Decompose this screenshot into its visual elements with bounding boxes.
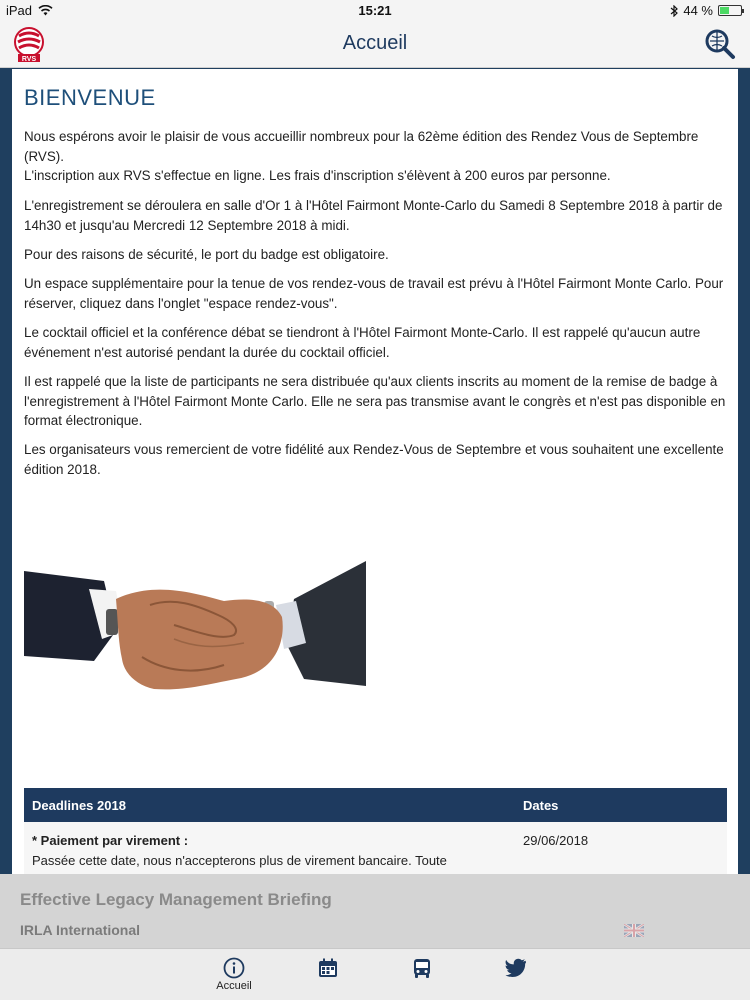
tab-home[interactable] (214, 957, 254, 997)
paragraph-security: Pour des raisons de sécurité, le port du badge est obligatoire. (24, 247, 389, 262)
bus-icon (411, 957, 433, 979)
table-row (24, 822, 727, 874)
uk-flag-icon[interactable] (624, 924, 644, 937)
tab-calendar[interactable] (308, 957, 348, 997)
bluetooth-icon (670, 5, 678, 17)
deadline-description: Passée cette date, nous n'accepterons plus de virement bancaire. Toute (32, 853, 447, 868)
paragraph-intro: Nous espérons avoir le plaisir de vous accueillir nombreux pour la 62ème édition des Rendez Vous de Septembre (RVS). L'inscription aux RVS s'effectue en ligne. Les frais d'inscription s'élèvent à 200 euros par personne. (24, 129, 699, 183)
deadline-date: 29/06/2018 (523, 833, 589, 848)
deadlines-column-date: Dates (523, 798, 559, 813)
paragraph-thanks: Les organisateurs vous remercient de votre fidélité aux Rendez-Vous de Septembre et vous souhaitent une excellente édition 2018. (24, 442, 724, 477)
status-bar (0, 0, 750, 20)
nav-bar (0, 20, 750, 68)
deadlines-column-name: Deadlines 2018 (32, 798, 126, 813)
tab-twitter[interactable] (496, 957, 536, 997)
status-time: 15:21 (358, 3, 392, 18)
handshake-image (24, 561, 366, 726)
paragraph-cocktail: Le cocktail officiel et la conférence débat se tiendront à l'Hôtel Fairmont Monte-Carlo. Il est rappelé qu'aucun autre événement n'est autorisé pendant la durée du cocktail officiel. (24, 325, 701, 360)
paragraph-registration: L'enregistrement se déroulera en salle d'Or 1 à l'Hôtel Fairmont Monte-Carlo du Samedi 8 Septembre 2018 à partir de 14h30 et jusqu'au Mercredi 12 Septembre 2018 à midi. (24, 198, 723, 233)
tab-bar (0, 948, 750, 1000)
paragraph-meeting-space: Un espace supplémentaire pour la tenue de vos rendez-vous de travail est prévu à l'Hôtel Fairmont Monte Carlo. Pour réserver, cliquez dans l'onglet "espace rendez-vous". (24, 276, 724, 311)
battery-percent: 44 % (683, 3, 713, 18)
deadlines-table-header (24, 788, 727, 822)
main-content[interactable] (12, 69, 738, 874)
device-name: iPad (6, 3, 33, 18)
calendar-icon (317, 957, 339, 979)
page-title: Accueil (342, 32, 408, 54)
paragraph-participants: Il est rappelé que la liste de participants ne sera distribuée qu'aux clients inscrits au moment de la remise de badge à l'enregistrement à l'Hôtel Fairmont Monte Carlo. Elle ne sera pas transmise avant le congrès et n'est pas disponible en format électronique. (24, 374, 726, 428)
event-title: Effective Legacy Management Briefing (20, 890, 332, 909)
info-icon (223, 957, 245, 979)
tab-transport[interactable] (402, 957, 442, 997)
event-banner[interactable] (0, 874, 750, 948)
welcome-heading: BIENVENUE (24, 85, 156, 110)
battery-icon (718, 5, 742, 16)
search-icon[interactable] (704, 28, 736, 60)
logo-text: RVS (21, 56, 37, 63)
twitter-icon (505, 957, 527, 979)
deadline-name: * Paiement par virement : (32, 833, 189, 848)
tab-home-label: Accueil (216, 980, 252, 992)
event-organization: IRLA International (20, 922, 141, 938)
